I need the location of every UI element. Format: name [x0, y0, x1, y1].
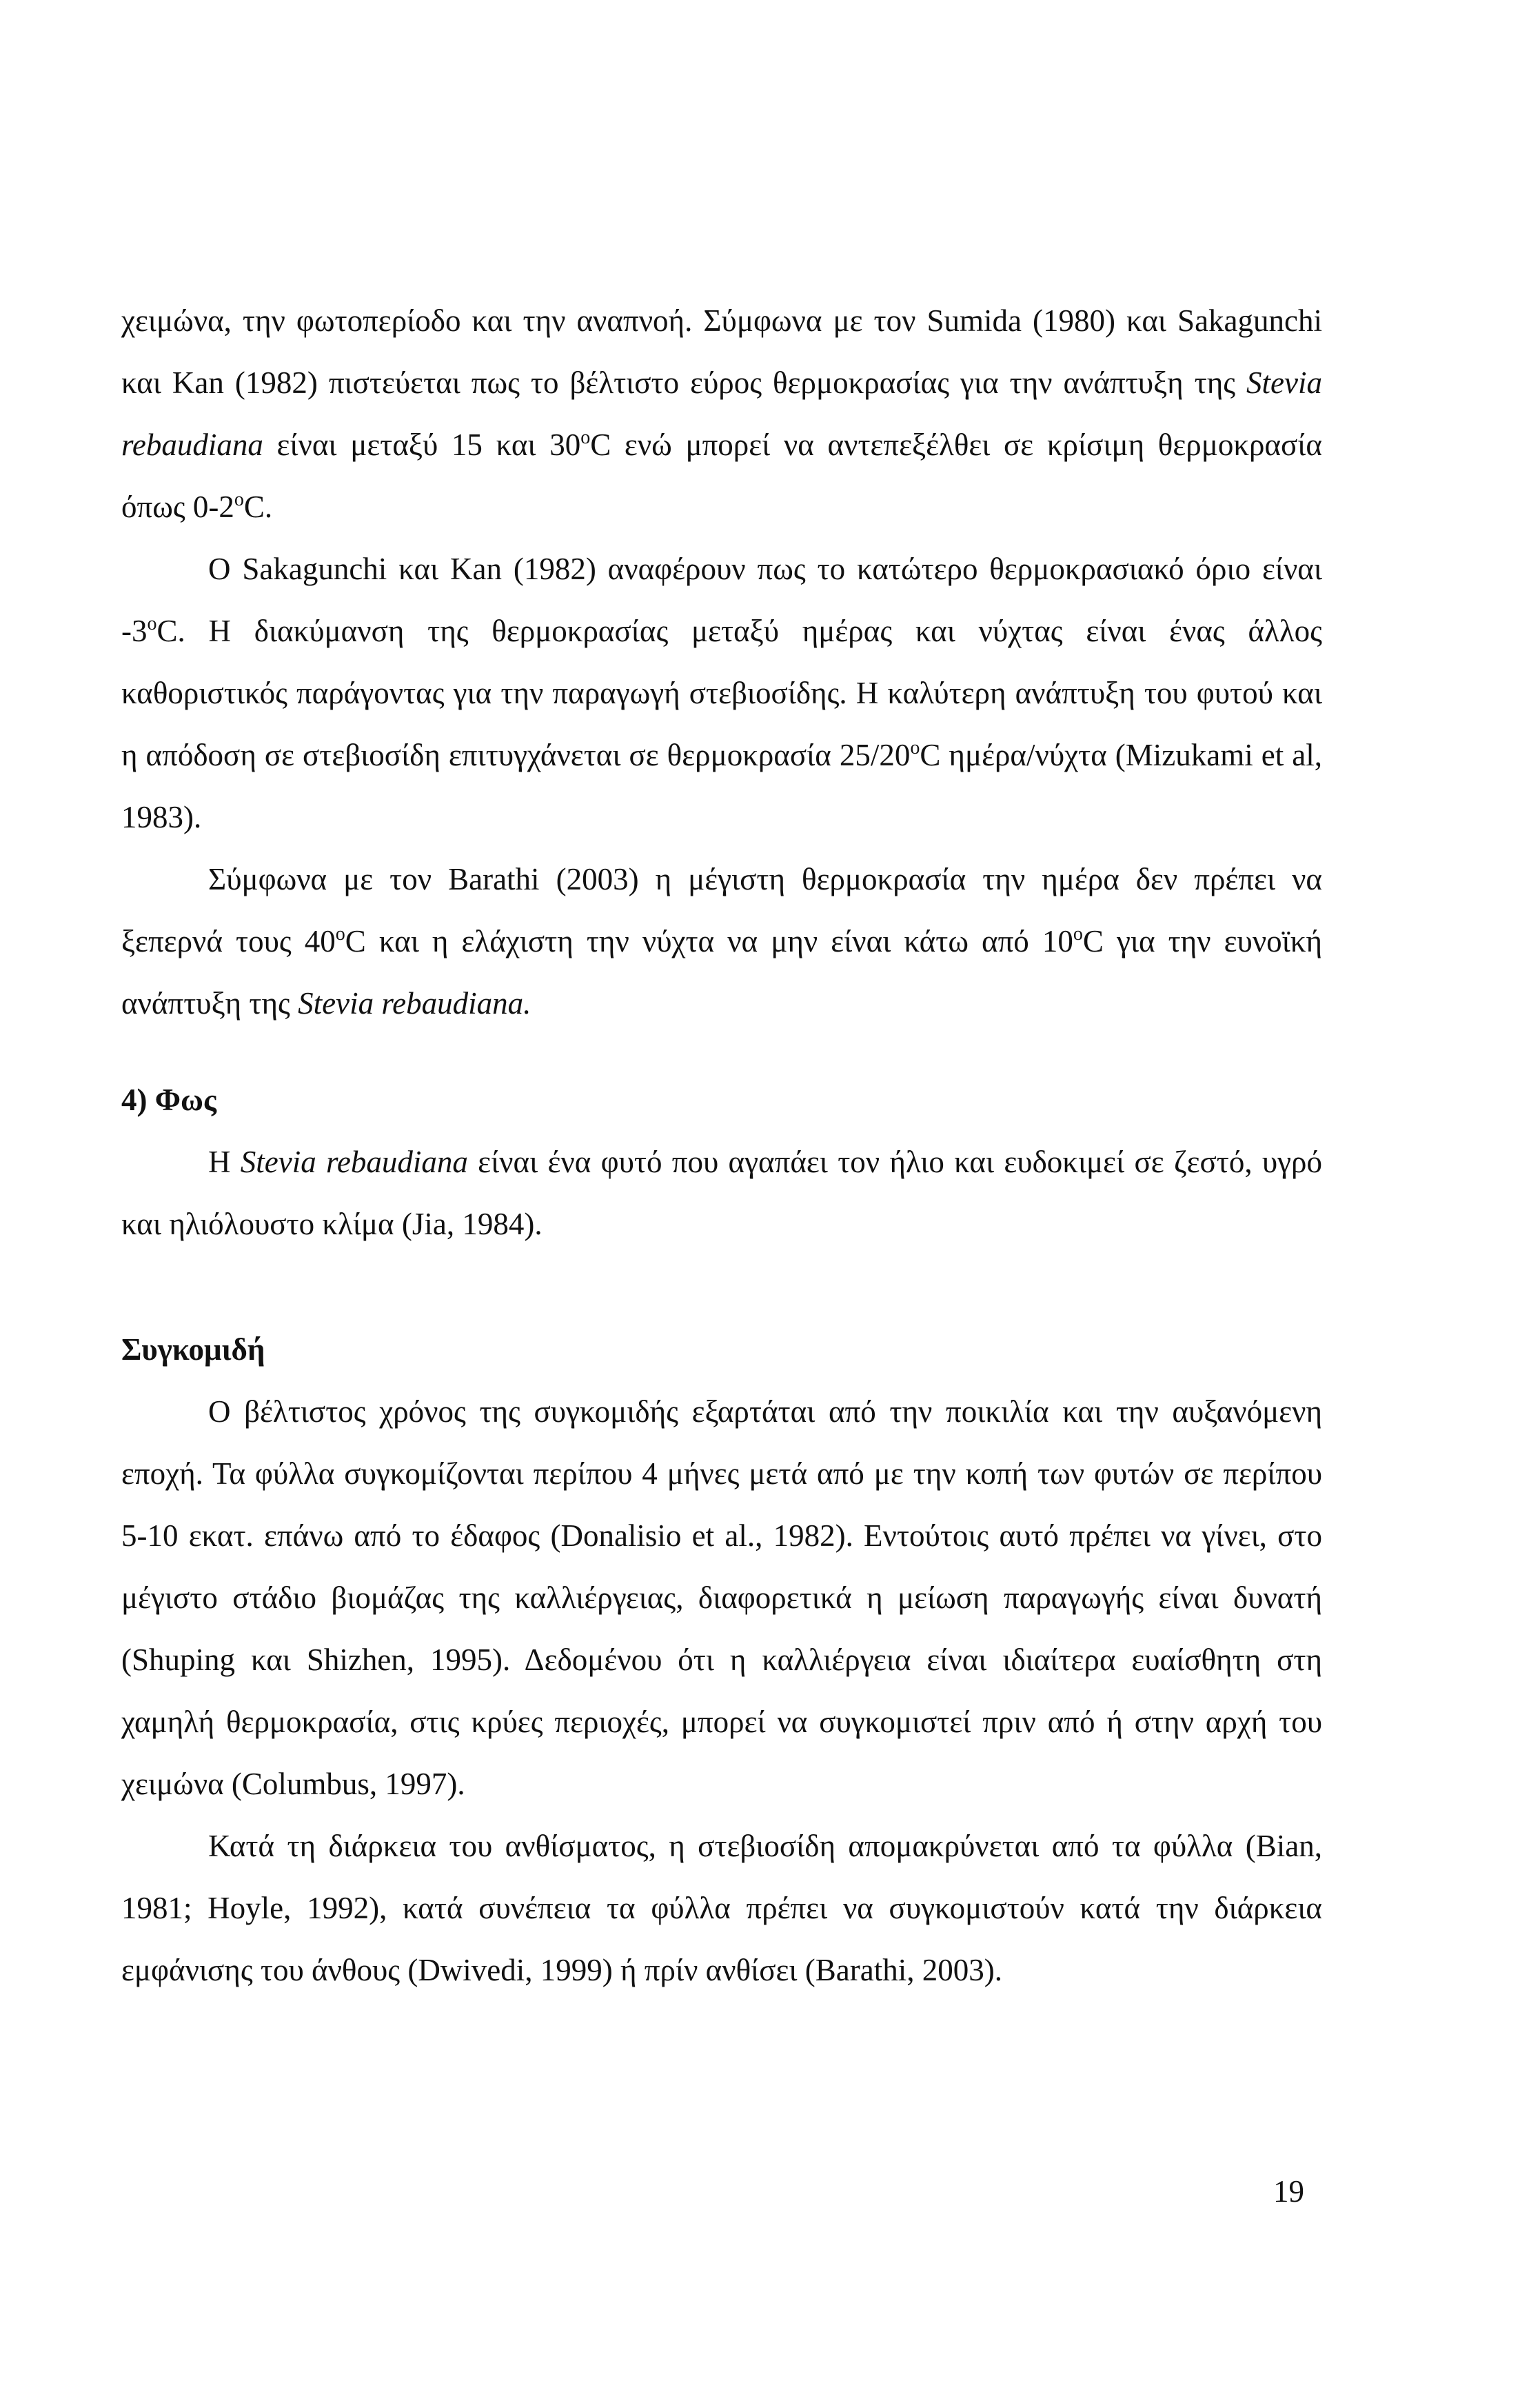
section-heading-harvest: Συγκομιδή — [121, 1332, 265, 1367]
species-name: Stevia rebaudiana — [121, 365, 1322, 462]
degree-superscript: o — [335, 923, 345, 945]
text-run: Η — [208, 1145, 241, 1179]
text-run: είναι μεταξύ 15 και 30 — [263, 428, 581, 462]
spacer — [121, 1255, 1322, 1318]
text-run: C και η ελάχιστη την νύχτα να μην είναι κάτω από 10 — [345, 924, 1073, 958]
degree-superscript: o — [1073, 923, 1083, 945]
section-heading-light: 4) Φως — [121, 1083, 216, 1117]
text-run: χειμώνα, την φωτοπερίοδο και την αναπνοή. Σύμφωνα με τον Sumida (1980) και Sakagunchi και Kan (1982) πιστεύεται πως το βέλτιστο εύρος θερμοκρασίας για την ανάπτυξη της — [121, 303, 1322, 400]
text-run: Σύμφωνα με τον Barathi (2003) η μέγιστη θερμοκρασία την ημέρα δεν πρέπει να ξεπερνά τους 40 — [121, 862, 1322, 958]
text-run: C για την ευνοϊκή ανάπτυξη της — [121, 924, 1322, 1021]
species-name: Stevia rebaudiana — [240, 1145, 468, 1179]
degree-superscript: o — [580, 427, 591, 448]
paragraph-barathi — [121, 848, 1322, 1034]
text-run: C. — [243, 490, 273, 524]
text-run: είναι ένα φυτό που αγαπάει τον ήλιο και ευδοκιμεί σε ζεστό, υγρό και ηλιόλουστο κλίμα (Jia, 1984). — [121, 1145, 1322, 1241]
text-run: C ημέρα/νύχτα (Mizukami et al, 1983). — [121, 738, 1322, 834]
paragraph-harvest: Ο βέλτιστος χρόνος της συγκομιδής εξαρτάται από την ποικιλία και την αυξανόμενη εποχή. Τα φύλλα συγκομίζονται περίπου 4 μήνες μετά από με την κοπή των φυτών σε περίπου 5-10 εκατ. επάνω από το έδαφος (Donalisio et al., 1982). Εντούτοις αυτό πρέπει να γίνει, στο μέγιστο στάδιο βιομάζας της καλλιέργειας, διαφορετικά η μείωση παραγωγής είναι δυνατή (Shuping και Shizhen, 1995). Δεδομένου ότι η καλλιέργεια είναι ιδιαίτερα ευαίσθητη στη χαμηλή θερμοκρασία, στις κρύες περιοχές, μπορεί να συγκομιστεί πριν από ή στην αρχή του χειμώνα (Columbus, 1997). — [121, 1394, 1322, 1801]
degree-superscript: o — [910, 737, 920, 759]
page-number: 19 — [1273, 2174, 1304, 2209]
species-name: Stevia rebaudiana. — [298, 986, 531, 1021]
spacer — [121, 1034, 1322, 1069]
page-body — [121, 290, 1322, 2001]
paragraph-light — [121, 1131, 1322, 1255]
degree-superscript: o — [234, 489, 244, 510]
degree-superscript: o — [147, 613, 157, 634]
paragraph-temperature-range — [121, 290, 1322, 538]
paragraph-lower-limit — [121, 538, 1322, 848]
text-run: Ο Sakagunchi και Kan (1982) αναφέρουν πως το κατώτερο θερμοκρασιακό όριο είναι -3 — [121, 552, 1322, 648]
paragraph-flowering: Κατά τη διάρκεια του ανθίσματος, η στεβιοσίδη απομακρύνεται από τα φύλλα (Bian, 1981; Hoyle, 1992), κατά συνέπεια τα φύλλα πρέπει να συγκομιστούν κατά την διάρκεια εμφάνισης του άνθους (Dwivedi, 1999) ή πρίν ανθίσει (Barathi, 2003). — [121, 1829, 1322, 1987]
text-run: C. Η διακύμανση της θερμοκρασίας μεταξύ ημέρας και νύχτας είναι ένας άλλος καθοριστικός παράγοντας για την παραγωγή στεβιοσίδης. Η καλύτερη ανάπτυξη του φυτού και η απόδοση σε στεβιοσίδη επιτυγχάνεται σε θερμοκρασία 25/20 — [121, 614, 1322, 772]
text-run: C ενώ μπορεί να αντεπεξέλθει σε κρίσιμη θερμοκρασία όπως 0-2 — [121, 428, 1322, 524]
